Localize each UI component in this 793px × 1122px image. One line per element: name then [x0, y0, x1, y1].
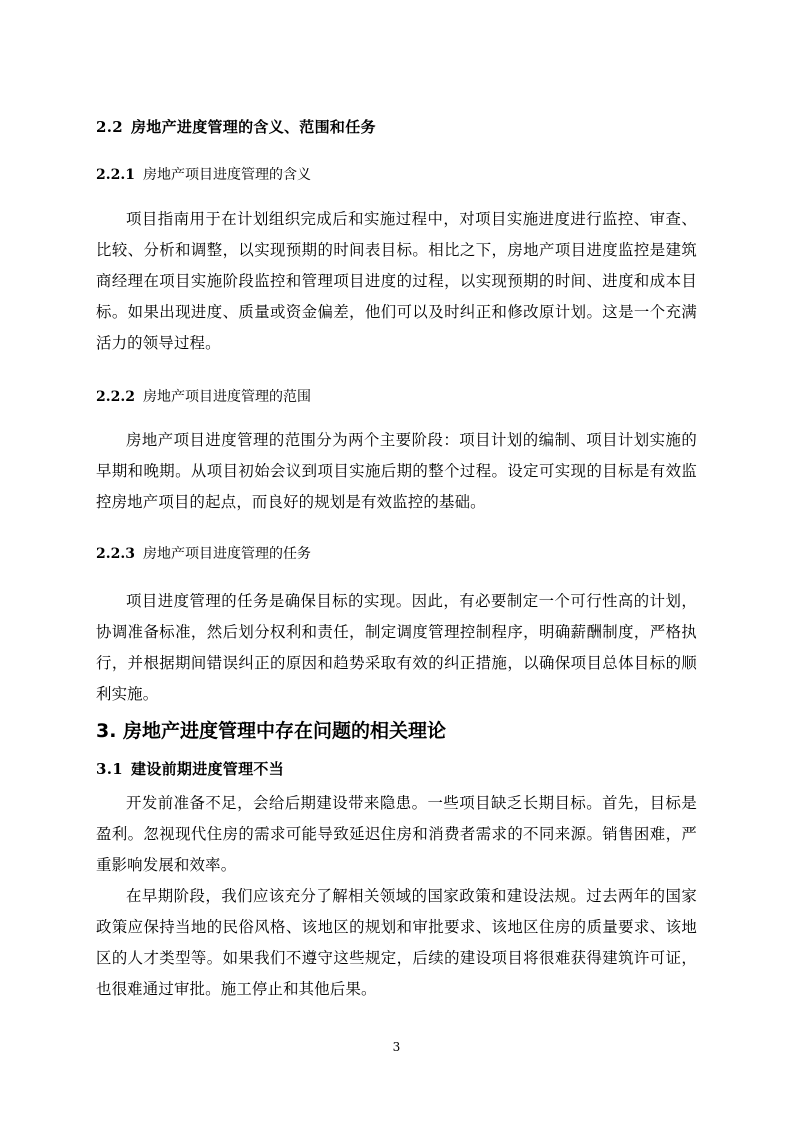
- section-heading-3-1: [96, 758, 284, 779]
- paragraph-2-2-2: 房地产项目进度管理的范围分为两个主要阶段：项目计划的编制、项目计划实施的早期和晚期。从项目初始会议到项目实施后期的整个过程。设定可实现的目标是有效监控房地产项目的起点，而良好的规划是有效监控的基础。: [96, 431, 697, 511]
- subsection-number: 2.2.3: [96, 546, 135, 562]
- section-number: 3.1: [96, 760, 123, 778]
- subsection-number: 2.2.2: [96, 389, 135, 405]
- subsection-title: 房地产项目进度管理的范围: [142, 389, 311, 405]
- subsection-number: 2.2.1: [96, 167, 135, 183]
- paragraph-3-1-a: 开发前准备不足，会给后期建设带来隐患。一些项目缺乏长期目标。首先，目标是盈利。忽视现代住房的需求可能导致延迟住房和消费者需求的不同来源。销售困难，严重影响发展和效率。: [96, 794, 697, 874]
- page-number: 3: [392, 1040, 401, 1054]
- section-title: 房地产进度管理的含义、范围和任务: [131, 118, 376, 136]
- subsection-heading-2-2-2: [96, 386, 311, 406]
- subsection-title: 房地产项目进度管理的任务: [142, 546, 311, 562]
- paragraph-2-2-1: 项目指南用于在计划组织完成后和实施过程中，对项目实施进度进行监控、审查、比较、分析和调整，以实现预期的时间表目标。相比之下，房地产项目进度监控是建筑商经理在项目实施阶段监控和管理项目进度的过程，以实现预期的时间、进度和成本目标。如果出现进度、质量或资金偏差，他们可以及时纠正和修改原计划。这是一个充满活力的领导过程。: [96, 210, 697, 352]
- subsection-title: 房地产项目进度管理的含义: [142, 167, 311, 183]
- section-number: 2.2: [96, 118, 123, 136]
- subsection-heading-2-2-1: [96, 164, 311, 184]
- section-heading-2-2: [96, 116, 376, 137]
- paragraph-2-2-3: 项目进度管理的任务是确保目标的实现。因此，有必要制定一个可行性高的计划，协调准备标准，然后划分权利和责任，制定调度管理控制程序，明确薪酬制度，严格执行，并根据期间错误纠正的原因和趋势采取有效的纠正措施，以确保项目总体目标的顺利实施。: [96, 592, 697, 703]
- chapter-heading-3: 3. 房地产进度管理中存在问题的相关理论: [96, 720, 447, 742]
- section-title: 建设前期进度管理不当: [131, 760, 285, 778]
- subsection-heading-2-2-3: [96, 543, 311, 563]
- paragraph-3-1-b: 在早期阶段，我们应该充分了解相关领域的国家政策和建设法规。过去两年的国家政策应保持当地的民俗风格、该地区的规划和审批要求、该地区住房的质量要求、该地区的人才类型等。如果我们不遵守这些规定，后续的建设项目将很难获得建筑许可证，也很难通过审批。施工停止和其他后果。: [96, 887, 697, 998]
